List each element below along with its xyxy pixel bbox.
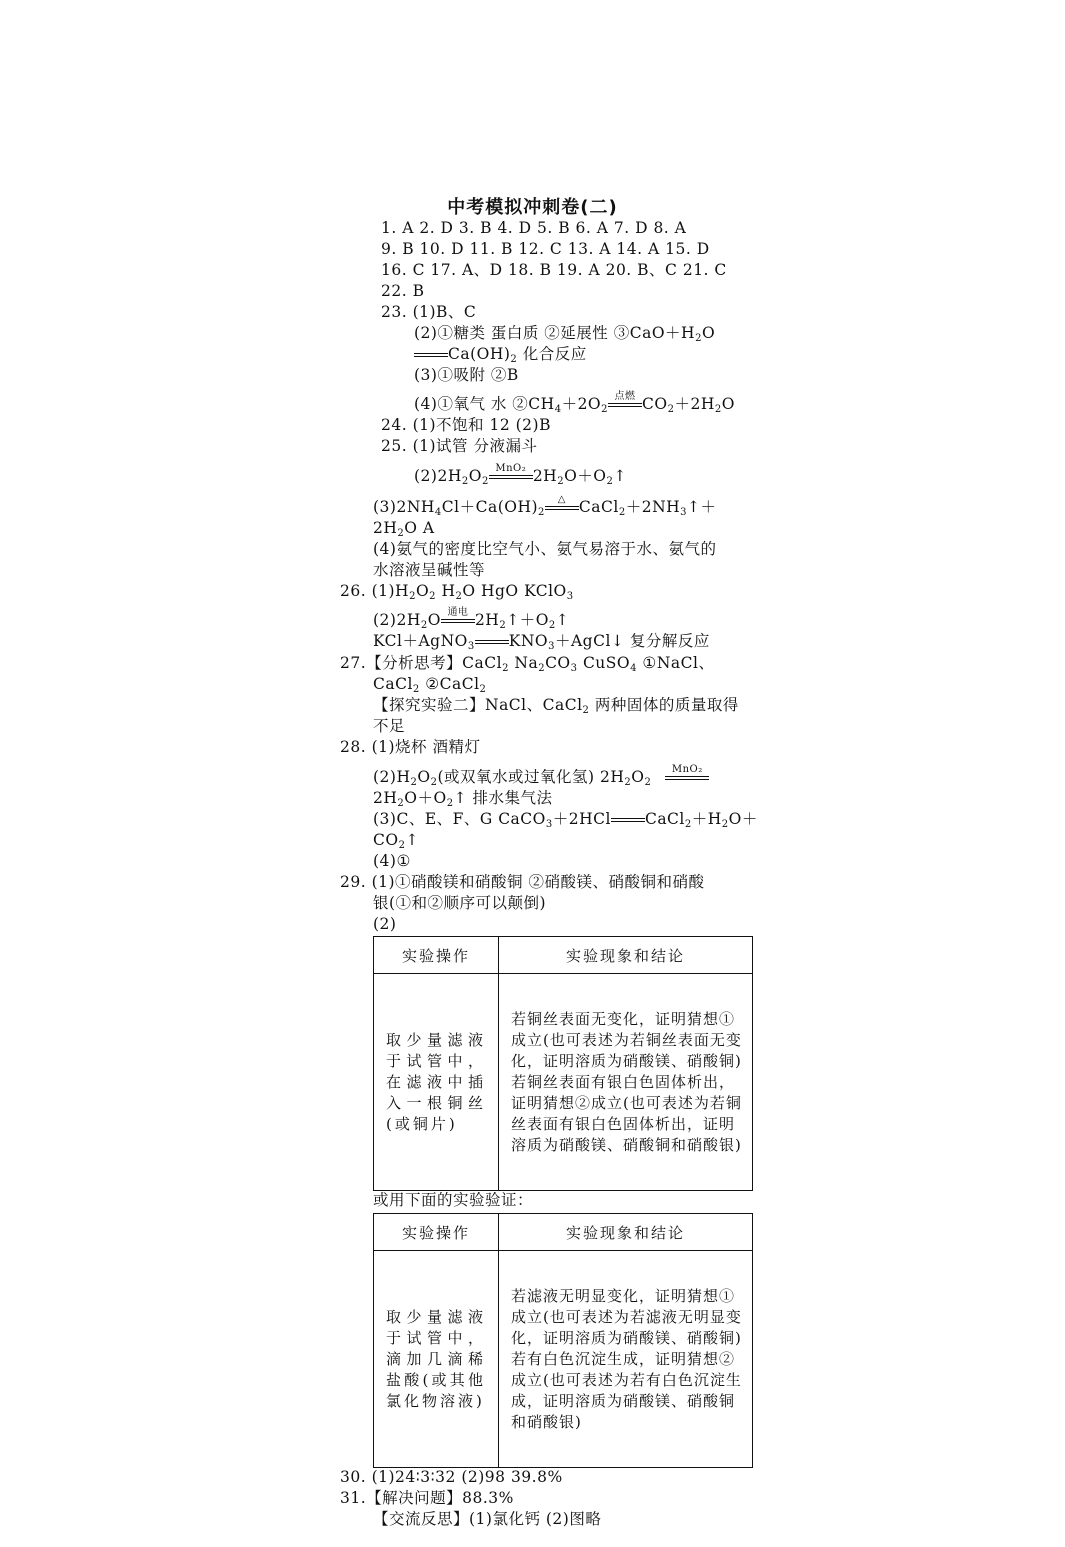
table1-header-operation: 实验操作 bbox=[374, 937, 499, 974]
q27-line4: 不足 bbox=[373, 717, 406, 735]
reaction-arrow: 点燃 bbox=[608, 398, 642, 412]
q29-line2: 银(①和②顺序可以颠倒) bbox=[373, 894, 547, 912]
q28-part1: 28. (1)烧杯 酒精灯 bbox=[340, 738, 481, 756]
q30: 30. (1)24∶3∶32 (2)98 39.8% bbox=[340, 1468, 563, 1486]
experiment-table-1 bbox=[373, 936, 753, 1191]
q27-line1: 27.【分析思考】CaCl$_2$ $Na_2CO_3$ CuSO$_4$ ①NaCl、 bbox=[340, 654, 715, 674]
q23-part4: (4)①氧气 水 $②CH_4+2O_2$ 点燃 $CO_2+2H_2O$ bbox=[414, 391, 735, 415]
q25-part3-line2: $2H_2O$ A bbox=[373, 519, 435, 539]
q25-part1: 25. (1)试管 分液漏斗 bbox=[381, 437, 538, 455]
table2-header-result: 实验现象和结论 bbox=[499, 1214, 753, 1251]
q28-part4: (4)① bbox=[373, 852, 411, 870]
experiment-table-2 bbox=[373, 1213, 753, 1468]
q29-line1: 29. (1)①硝酸镁和硝酸铜 ②硝酸镁、硝酸铜和硝酸 bbox=[340, 873, 705, 891]
equals-sign bbox=[414, 348, 448, 362]
q28-part3-line2: $CO_2↑$ bbox=[373, 831, 419, 851]
table1-operation: 取少量滤液于试管中，在滤液中插入一根铜丝(或铜片) bbox=[374, 974, 499, 1191]
equals-sign bbox=[475, 635, 509, 649]
q23-part2-line2: $Ca(OH)_2$ 化合反应 bbox=[414, 344, 587, 370]
q27-line2: CaCl$_2$ ②CaCl$_2$ bbox=[373, 675, 487, 695]
q29-alt-label: 或用下面的实验验证： bbox=[373, 1191, 534, 1209]
q26-part1: 26. $(1)H_2O_2$ $H_2O$ HgO KClO$_3$ bbox=[340, 582, 574, 602]
page-title: 中考模拟冲刺卷(二) bbox=[447, 197, 618, 218]
q25-part4-line2: 水溶液呈碱性等 bbox=[373, 561, 486, 579]
q28-part2-line1: $(2)H_2O_2$(或双氧水或过氧化氢) $2H_2O_2$ MnO₂ bbox=[373, 767, 709, 793]
mc-row-1: 1. A 2. D 3. B 4. D 5. B 6. A 7. D 8. A bbox=[381, 219, 687, 237]
q23-part2-line1: (2)①糖类 蛋白质 ②延展性 $③CaO+H_2O$ bbox=[414, 324, 716, 344]
mc-row-2: 9. B 10. D 11. B 12. C 13. A 14. A 15. D bbox=[381, 240, 710, 258]
q28-part3-line1: (3)C、E、F、G CaCO$_3$＋2HCl $CaCl_2+H_2O+$ bbox=[373, 810, 758, 830]
q23-part3: (3)①吸附 ②B bbox=[414, 366, 519, 384]
table1-result: 若铜丝表面无变化，证明猜想①成立(也可表述为若铜丝表面无变化，证明溶质为硝酸镁、硝酸铜) 若铜丝表面有银白色固体析出，证明猜想②成立(也可表述为若铜丝表面有银白色固体析出，证明溶质为硝酸镁、硝酸铜和硝酸银) bbox=[499, 974, 753, 1191]
q29-line3: (2) bbox=[373, 915, 397, 933]
q25-part2: $(2)2H_2O_2$ MnO₂ $2H_2O+O_2↑$ bbox=[414, 463, 627, 487]
mc-row-4: 22. B bbox=[381, 282, 425, 300]
reaction-arrow: MnO₂ bbox=[665, 771, 709, 785]
mc-row-3: 16. C 17. A、D 18. B 19. A 20. B、C 21. C bbox=[381, 261, 727, 279]
equals-sign bbox=[611, 813, 645, 827]
q23-part1: 23. (1)B、C bbox=[381, 303, 477, 321]
q24: 24. (1)不饱和 12 (2)B bbox=[381, 416, 551, 434]
reaction-arrow: 通电 bbox=[441, 614, 475, 628]
q27-line3: 【探究实验二】NaCl、CaCl$_2$ 两种固体的质量取得 bbox=[373, 696, 739, 716]
table2-operation: 取少量滤液于试管中，滴加几滴稀盐酸(或其他氯化物溶液) bbox=[374, 1251, 499, 1468]
q25-part3-line1: $(3)2NH_4Cl+Ca(OH)_2$ △ $CaCl_2+2NH_3↑+$ bbox=[373, 494, 717, 518]
q25-part4-line1: (4)氨气的密度比空气小、氨气易溶于水、氨气的 bbox=[373, 540, 717, 558]
table2-header-operation: 实验操作 bbox=[374, 1214, 499, 1251]
q26-part2: $(2)2H_2O$ 通电 $2H_2↑+O_2↑$ bbox=[373, 607, 570, 631]
q31-line1: 31.【解决问题】88.3% bbox=[340, 1489, 514, 1507]
q28-part2-line2: $2H_2O+O_2↑$ 排水集气法 bbox=[373, 789, 553, 809]
q26-part3: KCl＋AgNO$_3$ $KNO_3+AgCl↓$ 复分解反应 bbox=[373, 632, 710, 652]
table1-header-result: 实验现象和结论 bbox=[499, 937, 753, 974]
reaction-arrow: MnO₂ bbox=[489, 470, 533, 484]
reaction-arrow: △ bbox=[545, 501, 579, 515]
q31-line2: 【交流反思】(1)氯化钙 (2)图略 bbox=[373, 1510, 602, 1528]
table2-result: 若滤液无明显变化，证明猜想①成立(也可表述为若滤液无明显变化，证明溶质为硝酸镁、硝酸铜) 若有白色沉淀生成，证明猜想②成立(也可表述为若有白色沉淀生成，证明溶质为硝酸镁、硝酸铜和硝酸银) bbox=[499, 1251, 753, 1468]
